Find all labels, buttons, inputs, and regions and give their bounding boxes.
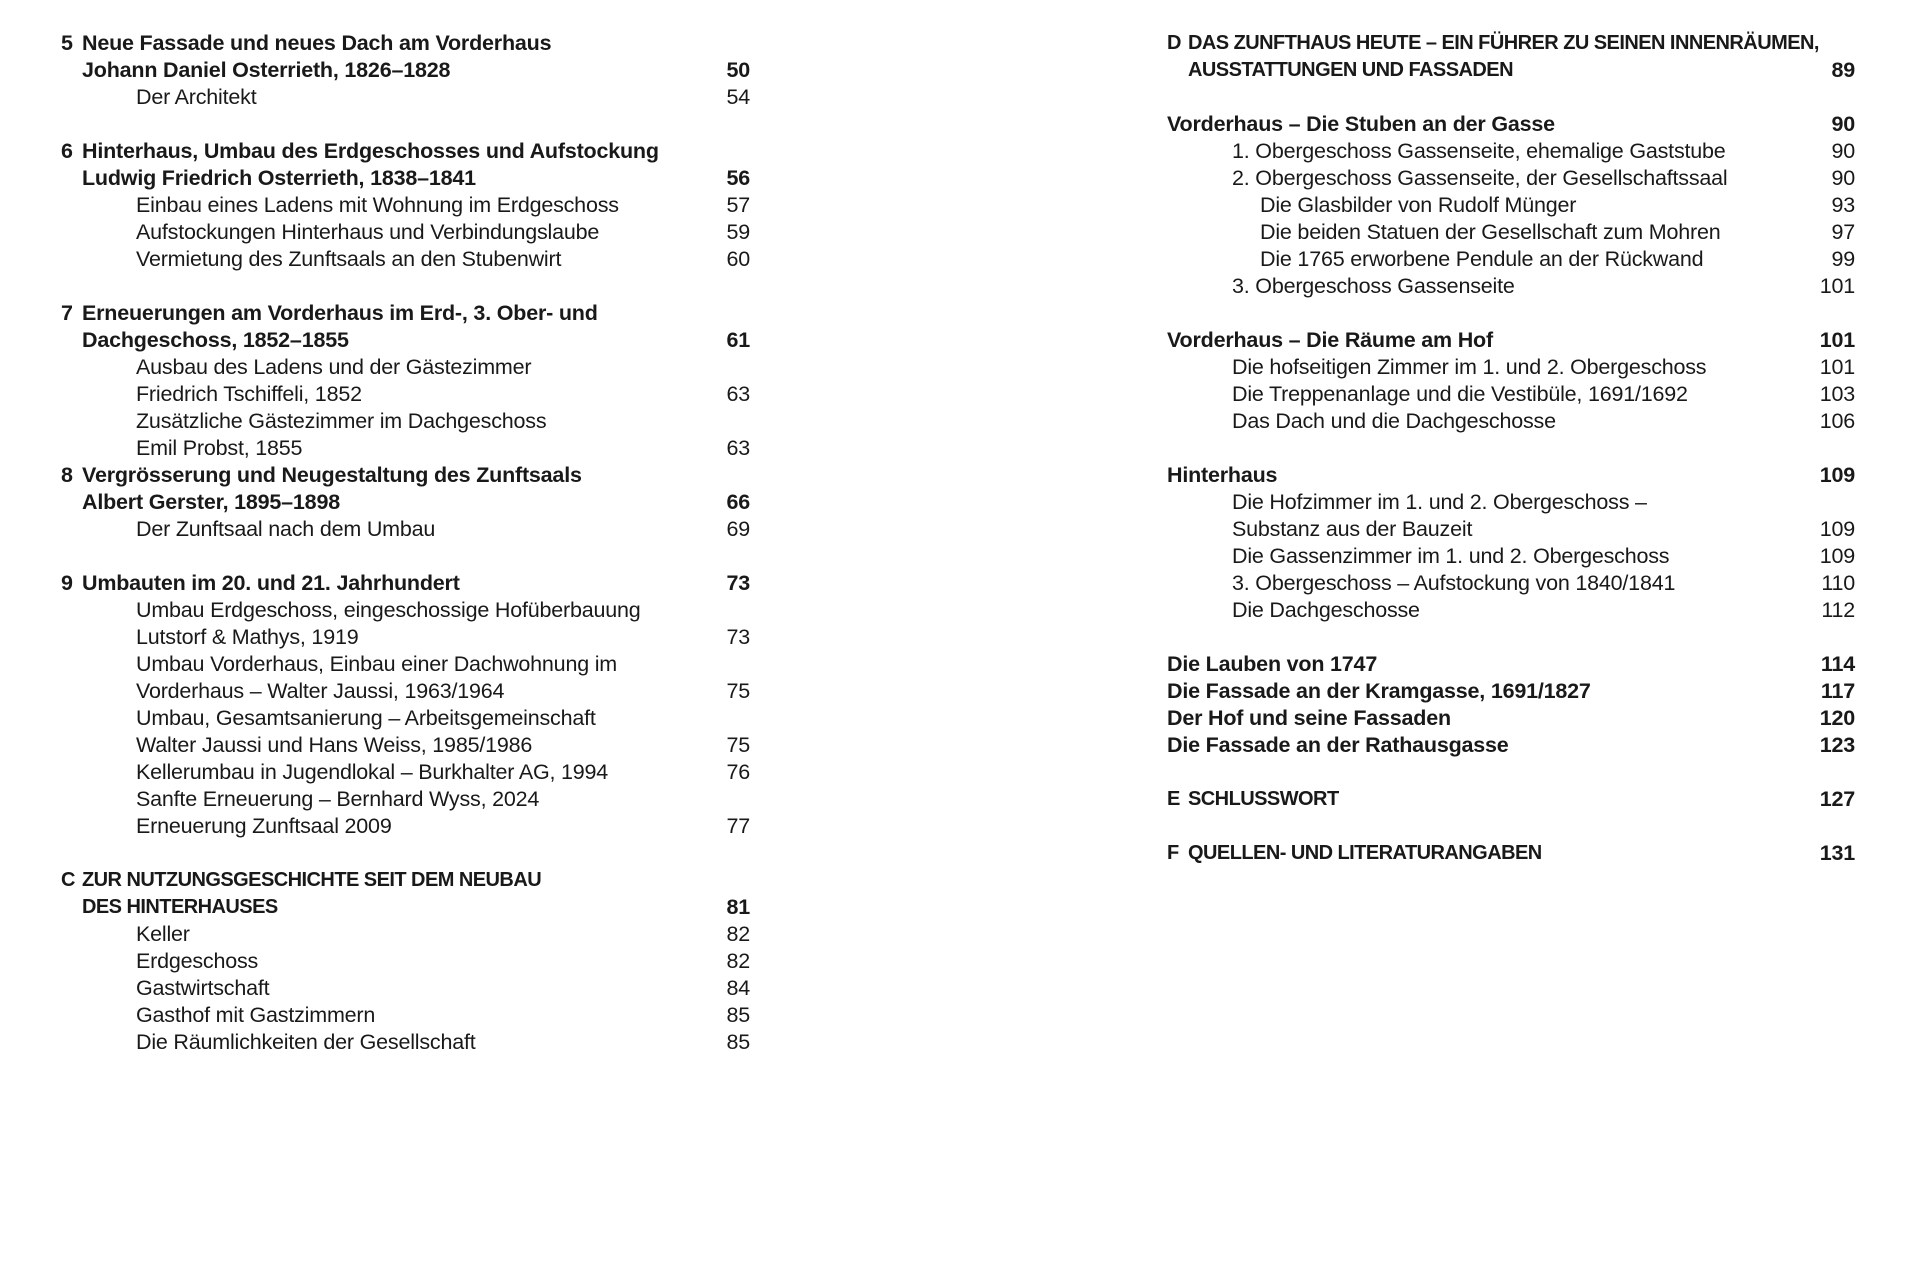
entry-title: QUELLEN- UND LITERATURANGABEN [1188,842,1542,864]
page-number: 50 [726,58,750,82]
toc-entry [61,489,750,516]
entry-title: Die Treppenanlage und die Vestibüle, 1691/1692 [1232,382,1688,406]
entry-title: Substanz aus der Bauzeit [1232,517,1473,541]
entry-title: Dachgeschoss, 1852–1855 [82,328,349,352]
toc-column-left [61,30,750,1056]
page-number: 66 [726,490,750,514]
toc-entry [1167,489,1855,516]
entry-title: Der Zunftsaal nach dem Umbau [136,517,436,541]
entry-title: Vorderhaus – Die Stuben an der Gasse [1167,112,1555,136]
entry-title: Umbauten im 20. und 21. Jahrhundert [82,571,460,595]
page-number: 112 [1821,598,1855,622]
page-number: 89 [1831,58,1855,82]
entry-title: 3. Obergeschoss Gassenseite [1232,274,1515,298]
page-number: 110 [1821,571,1855,595]
toc-entry [61,408,750,435]
page-number: 127 [1819,787,1855,811]
toc-column-right [1167,30,1855,867]
entry-title: Ausbau des Ladens und der Gästezimmer [136,355,532,379]
toc-entry [1167,570,1855,597]
toc-entry [1167,57,1855,84]
page-number: 75 [726,733,750,757]
toc-entry [1167,111,1855,138]
chapter-label: F [1167,842,1179,864]
chapter-label: E [1167,788,1180,810]
entry-title: Die beiden Statuen der Gesellschaft zum Mohren [1260,220,1721,244]
chapter-label: C [61,869,75,891]
chapter-label: 6 [61,139,73,163]
entry-title: Kellerumbau in Jugendlokal – Burkhalter AG, 1994 [136,760,609,784]
toc-block-gap [61,543,750,570]
chapter-label: 7 [61,301,73,325]
toc-block-gap [61,273,750,300]
page-number: 123 [1819,733,1855,757]
entry-title: Das Dach und die Dachgeschosse [1232,409,1556,433]
toc-block-gap [1167,84,1855,111]
page-number: 57 [726,193,750,217]
toc-entry [1167,354,1855,381]
toc-block-gap [61,840,750,867]
page-number: 93 [1831,193,1855,217]
entry-title: Die 1765 erworbene Pendule an der Rückwand [1260,247,1704,271]
entry-title: Keller [136,922,190,946]
entry-title: Vorderhaus – Walter Jaussi, 1963/1964 [136,679,505,703]
page-number: 101 [1819,328,1855,352]
entry-title: Die Räumlichkeiten der Gesellschaft [136,1030,476,1054]
page-number: 77 [726,814,750,838]
toc-entry [61,786,750,813]
toc-entry [1167,246,1855,273]
entry-title: Die Fassade an der Rathausgasse [1167,733,1509,757]
toc-entry [61,570,750,597]
toc-entry [61,192,750,219]
page-number: 63 [726,436,750,460]
toc-entry [61,57,750,84]
page-number: 73 [726,625,750,649]
toc-entry [61,813,750,840]
page-number: 120 [1819,706,1855,730]
toc-entry [61,921,750,948]
toc-entry [1167,732,1855,759]
entry-title: Gasthof mit Gastzimmern [136,1003,376,1027]
chapter-label: D [1167,32,1181,54]
page-number: 76 [726,760,750,784]
toc-entry [61,732,750,759]
chapter-label: 8 [61,463,73,487]
toc-entry [61,759,750,786]
entry-title: Die Dachgeschosse [1232,598,1420,622]
entry-title: Aufstockungen Hinterhaus und Verbindungslaube [136,220,600,244]
toc-entry [1167,840,1855,867]
entry-title: Vorderhaus – Die Räume am Hof [1167,328,1493,352]
page-number: 56 [726,166,750,190]
page-number: 75 [726,679,750,703]
toc-entry [61,516,750,543]
entry-title: Die Gassenzimmer im 1. und 2. Obergeschoss [1232,544,1670,568]
entry-title: Die Glasbilder von Rudolf Münger [1260,193,1577,217]
toc-entry [1167,30,1855,57]
chapter-label: 9 [61,571,73,595]
entry-title: Gastwirtschaft [136,976,270,1000]
toc-entry [61,381,750,408]
entry-title: Einbau eines Ladens mit Wohnung im Erdgeschoss [136,193,619,217]
page-number: 60 [726,247,750,271]
page-number: 103 [1819,382,1855,406]
entry-title: 3. Obergeschoss – Aufstockung von 1840/1841 [1232,571,1676,595]
toc-block-gap [1167,624,1855,651]
toc-entry [61,624,750,651]
page-number: 69 [726,517,750,541]
toc-entry [1167,219,1855,246]
page-number: 84 [726,976,750,1000]
page-number: 131 [1819,841,1855,865]
toc-entry [1167,705,1855,732]
page-number: 106 [1819,409,1855,433]
toc-entry [61,948,750,975]
entry-title: Umbau Erdgeschoss, eingeschossige Hofüberbauung [136,598,641,622]
toc-entry [61,651,750,678]
toc-entry [1167,543,1855,570]
page-number: 90 [1831,166,1855,190]
toc-entry [61,84,750,111]
toc-entry [61,165,750,192]
toc-entry [61,1002,750,1029]
toc-entry [1167,381,1855,408]
page-number: 59 [726,220,750,244]
entry-title: Die Fassade an der Kramgasse, 1691/1827 [1167,679,1591,703]
page-number: 85 [726,1030,750,1054]
page-number: 85 [726,1003,750,1027]
toc-entry [61,300,750,327]
page-number: 109 [1819,544,1855,568]
toc-entry [1167,516,1855,543]
chapter-label: 5 [61,31,73,55]
entry-title: Neue Fassade und neues Dach am Vorderhaus [82,31,552,55]
toc-entry [61,30,750,57]
toc-entry [1167,462,1855,489]
page-number: 82 [726,949,750,973]
toc-block-gap [1167,435,1855,462]
toc-entry [1167,138,1855,165]
entry-title: Hinterhaus [1167,463,1278,487]
page-number: 90 [1831,139,1855,163]
toc-entry [1167,597,1855,624]
toc-entry [61,894,750,921]
toc-entry [61,435,750,462]
toc-block-gap [1167,813,1855,840]
page-number: 101 [1819,274,1855,298]
toc-entry [61,246,750,273]
toc-entry [61,678,750,705]
entry-title: Umbau Vorderhaus, Einbau einer Dachwohnung im [136,652,618,676]
entry-title: Ludwig Friedrich Osterrieth, 1838–1841 [82,166,476,190]
toc-entry [1167,327,1855,354]
toc-entry [61,354,750,381]
entry-title: Hinterhaus, Umbau des Erdgeschosses und Aufstockung [82,139,659,163]
entry-title: Walter Jaussi und Hans Weiss, 1985/1986 [136,733,533,757]
entry-title: Erdgeschoss [136,949,259,973]
entry-title: SCHLUSSWORT [1188,788,1339,810]
page-number: 54 [726,85,750,109]
page-number: 117 [1820,679,1855,703]
entry-title: Die hofseitigen Zimmer im 1. und 2. Obergeschoss [1232,355,1707,379]
entry-title: DES HINTERHAUSES [82,896,278,918]
entry-title: Vergrösserung und Neugestaltung des Zunftsaals [82,463,582,487]
page-number: 90 [1831,112,1855,136]
toc-entry [1167,651,1855,678]
entry-title: 1. Obergeschoss Gassenseite, ehemalige Gaststube [1232,139,1726,163]
entry-title: Lutstorf & Mathys, 1919 [136,625,359,649]
page-number: 81 [726,895,750,919]
page-number: 109 [1819,517,1855,541]
toc-entry [61,1029,750,1056]
entry-title: Zusätzliche Gästezimmer im Dachgeschoss [136,409,547,433]
toc-block-gap [1167,300,1855,327]
entry-title: Erneuerungen am Vorderhaus im Erd-, 3. Ober- und [82,301,598,325]
entry-title: Umbau, Gesamtsanierung – Arbeitsgemeinschaft [136,706,596,730]
entry-title: Emil Probst, 1855 [136,436,303,460]
toc-entry [1167,786,1855,813]
page-number: 61 [726,328,750,352]
page-number: 114 [1820,652,1855,676]
entry-title: Der Architekt [136,85,257,109]
toc-entry [1167,165,1855,192]
page-number: 63 [726,382,750,406]
page-number: 82 [726,922,750,946]
entry-title: 2. Obergeschoss Gassenseite, der Gesellschaftssaal [1232,166,1728,190]
toc-entry [1167,192,1855,219]
page-number: 99 [1831,247,1855,271]
entry-title: Erneuerung Zunftsaal 2009 [136,814,392,838]
page-number: 73 [726,571,750,595]
entry-title: ZUR NUTZUNGSGESCHICHTE SEIT DEM NEUBAU [82,869,542,891]
toc-entry [61,705,750,732]
toc-entry [61,975,750,1002]
toc-entry [1167,678,1855,705]
entry-title: Die Lauben von 1747 [1167,652,1378,676]
entry-title: Albert Gerster, 1895–1898 [82,490,340,514]
entry-title: Friedrich Tschiffeli, 1852 [136,382,362,406]
toc-block-gap [61,111,750,138]
page-number: 109 [1819,463,1855,487]
page-number: 97 [1831,220,1855,244]
toc-entry [61,597,750,624]
entry-title: Der Hof und seine Fassaden [1167,706,1451,730]
toc-entry [61,219,750,246]
toc-entry [61,462,750,489]
page-number: 101 [1819,355,1855,379]
entry-title: Vermietung des Zunftsaals an den Stubenwirt [136,247,562,271]
entry-title: Die Hofzimmer im 1. und 2. Obergeschoss – [1232,490,1647,514]
toc-entry [61,867,750,894]
entry-title: Johann Daniel Osterrieth, 1826–1828 [82,58,451,82]
entry-title: DAS ZUNFTHAUS HEUTE – EIN FÜHRER ZU SEINEN INNENRÄUMEN, [1188,32,1819,54]
entry-title: AUSSTATTUNGEN UND FASSADEN [1188,59,1513,81]
toc-block-gap [1167,759,1855,786]
toc-entry [61,138,750,165]
toc-entry [1167,273,1855,300]
toc-entry [1167,408,1855,435]
entry-title: Sanfte Erneuerung – Bernhard Wyss, 2024 [136,787,540,811]
toc-entry [61,327,750,354]
